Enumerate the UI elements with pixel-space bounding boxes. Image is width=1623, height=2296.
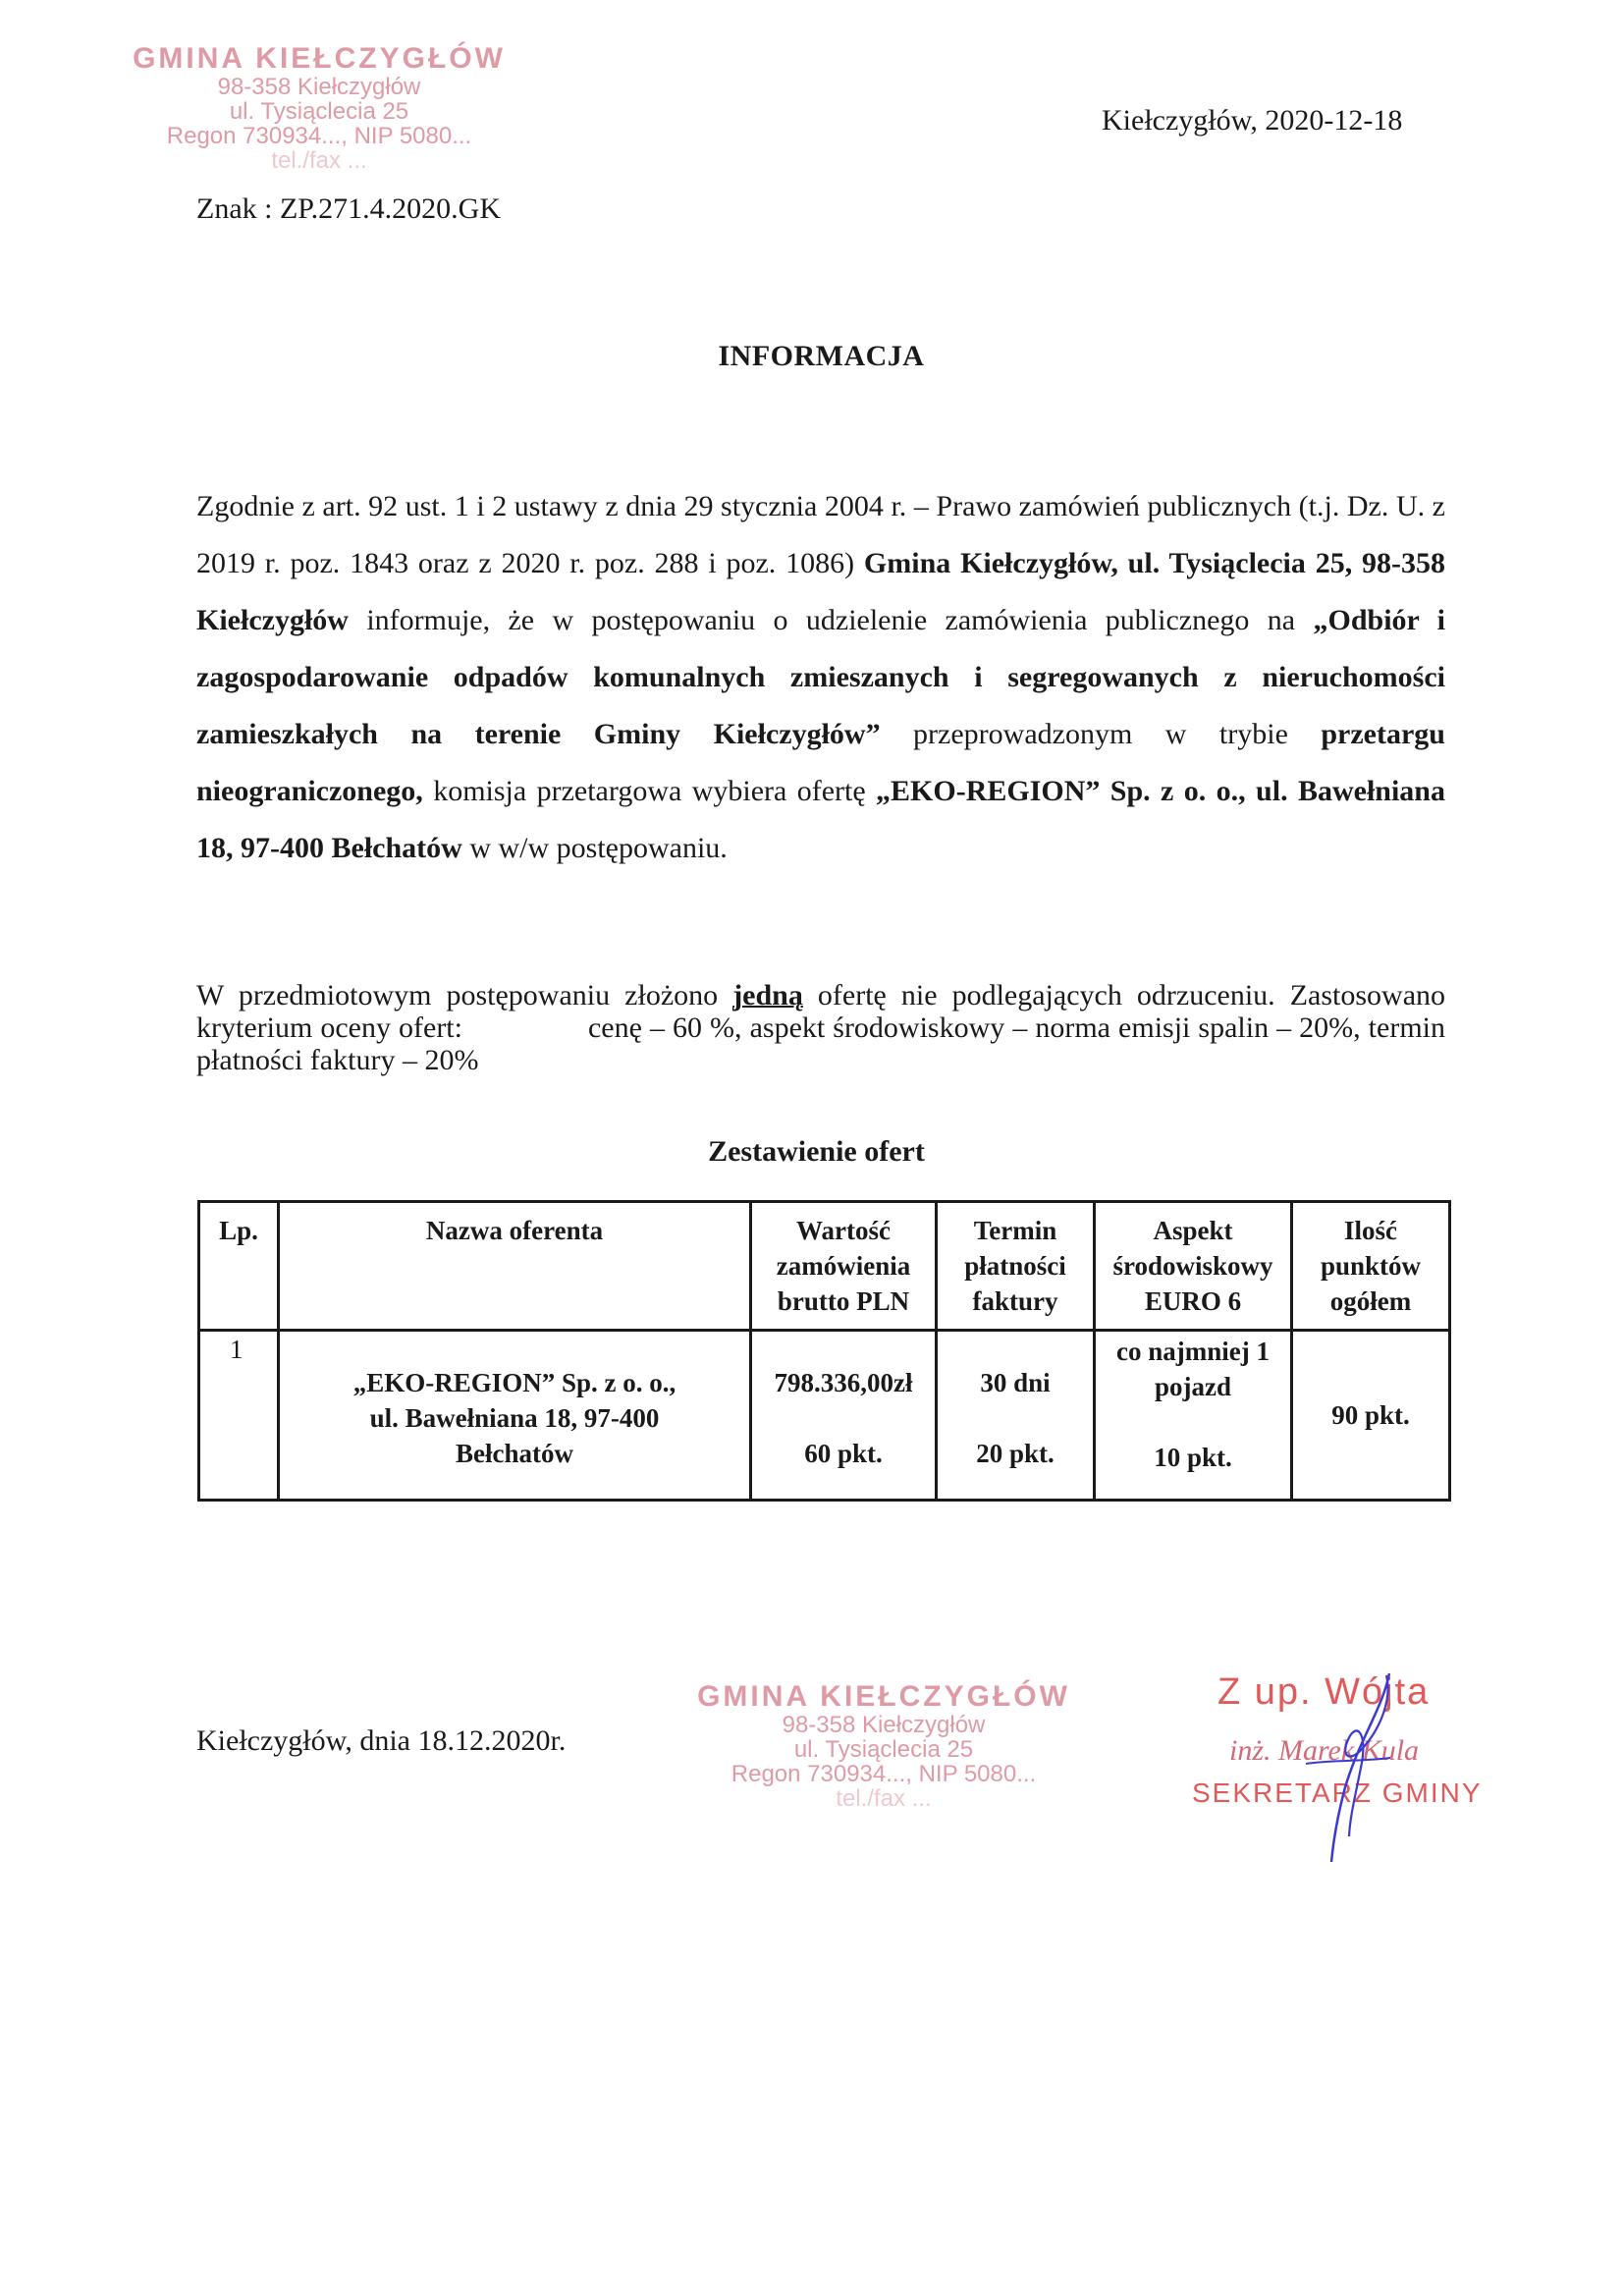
header-points [1292, 1202, 1450, 1331]
text: cenę – 60 %, aspekt środowiskowy – norma emisji spalin – 20%, termin płatności faktury – 20% [196, 1011, 1445, 1076]
cell-term [937, 1331, 1095, 1501]
cell-aspect [1095, 1331, 1292, 1501]
header-line: Aspekt [1153, 1216, 1233, 1245]
criteria-paragraph [196, 979, 1445, 1076]
text: przeprowadzonym w trybie [880, 718, 1322, 750]
table-header-row [199, 1202, 1450, 1331]
text: ofertę nie podlegających odrzuceniu. Zastosowano kryterium oceny ofert: [196, 979, 1446, 1044]
cell-lp: 1 [199, 1331, 279, 1501]
header-line: Wartość [796, 1216, 891, 1245]
header-lp: Lp. [199, 1202, 279, 1331]
stamp-bottom [687, 1681, 1080, 1811]
underlined-text: jedną [732, 979, 803, 1011]
bold-text: „Odbiór i zagospodarowanie odpadów komunalnych zmieszanych i segregowanych z nieruchomości zamieszkałych na terenie Gminy Kiełczygłów” [196, 604, 1445, 750]
value-amount: 798.336,00zł [774, 1368, 913, 1397]
signature-block [1159, 1669, 1551, 1866]
decision-paragraph [196, 478, 1445, 877]
header-line: środowiskowy [1112, 1251, 1273, 1281]
offers-table [197, 1200, 1451, 1502]
stamp-line: 98-358 Kiełczygłów [782, 1711, 986, 1738]
table-title: Zestawienie ofert [708, 1135, 925, 1168]
bold-text: przetargu nieograniczonego, [196, 718, 1445, 807]
header-line: płatności [964, 1251, 1066, 1281]
stamp-title: GMINA KIEŁCZYGŁÓW [697, 1680, 1070, 1713]
term-days: 30 dni [980, 1368, 1051, 1397]
header-name: Nazwa oferenta [279, 1202, 751, 1331]
aspect-line: pojazd [1154, 1372, 1231, 1401]
name-line: „EKO-REGION” Sp. z o. o., [352, 1368, 676, 1397]
signature-authorization: Z up. Wójta [1217, 1671, 1431, 1713]
text: informuje, że w postępowaniu o udzielenie zamówienia publicznego na [348, 604, 1314, 636]
table-row [199, 1331, 1450, 1501]
header-line: ogółem [1329, 1286, 1412, 1316]
footer-place-date: Kiełczygłów, dnia 18.12.2020r. [196, 1724, 567, 1757]
stamp-line: ul. Tysiąclecia 25 [229, 97, 409, 125]
bold-text: Gmina Kiełczygłów, ul. Tysiąclecia 25, 98-358 Kiełczygłów [196, 547, 1445, 636]
header-line: zamówienia [776, 1251, 911, 1281]
place-date: Kiełczygłów, 2020-12-18 [1102, 104, 1403, 137]
handwritten-signature-icon [1159, 1669, 1551, 1866]
name-line: Bełchatów [456, 1439, 573, 1468]
text: Zgodnie z art. 92 ust. 1 i 2 ustawy z dnia 29 stycznia 2004 r. – Prawo zamówień publicznych (t.j. Dz. U. z 2019 r. poz. 1843 oraz z 2020 r. poz. 288 i poz. 1086) [196, 490, 1445, 579]
aspect-points: 10 pkt. [1154, 1443, 1232, 1472]
stamp-line: tel./fax ... [271, 147, 367, 175]
text: komisja przetargowa wybiera ofertę [422, 775, 877, 807]
cell-points [1292, 1331, 1450, 1501]
header-line: EURO 6 [1144, 1286, 1242, 1316]
stamp-line: Regon 730934..., NIP 5080... [730, 1760, 1037, 1787]
stamp-top [133, 43, 506, 173]
aspect-line: co najmniej 1 [1116, 1337, 1270, 1366]
cell-name [279, 1331, 751, 1501]
header-line: faktury [972, 1286, 1058, 1316]
header-line: Termin [973, 1216, 1057, 1245]
header-line: punktów [1320, 1251, 1422, 1281]
total-points: 90 pkt. [1331, 1400, 1410, 1430]
header-aspect [1095, 1202, 1292, 1331]
stamp-title: GMINA KIEŁCZYGŁÓW [133, 42, 506, 75]
text: w w/w postępowaniu. [461, 832, 728, 864]
stamp-line: 98-358 Kiełczygłów [217, 73, 421, 100]
cell-value [751, 1331, 937, 1501]
document-title: INFORMACJA [718, 340, 925, 372]
name-line: ul. Bawełniana 18, 97-400 [369, 1403, 660, 1433]
header-line: Ilość [1344, 1216, 1397, 1245]
stamp-line: ul. Tysiąclecia 25 [793, 1735, 974, 1763]
text: W przedmiotowym postępowaniu złożono [196, 979, 733, 1011]
term-points: 20 pkt. [976, 1439, 1055, 1468]
value-points: 60 pkt. [804, 1439, 883, 1468]
stamp-line: Regon 730934..., NIP 5080... [166, 122, 472, 149]
header-line: brutto PLN [777, 1286, 910, 1316]
signatory-role: SEKRETARZ GMINY [1192, 1777, 1483, 1808]
bold-text: „EKO-REGION” Sp. z o. o., ul. Bawełniana 18, 97-400 Bełchatów [196, 775, 1445, 864]
stamp-line: tel./fax ... [836, 1785, 932, 1813]
reference-number: Znak : ZP.271.4.2020.GK [196, 192, 501, 225]
header-value [751, 1202, 937, 1331]
header-term [937, 1202, 1095, 1331]
signatory-name: inż. Marek Kula [1229, 1734, 1420, 1767]
